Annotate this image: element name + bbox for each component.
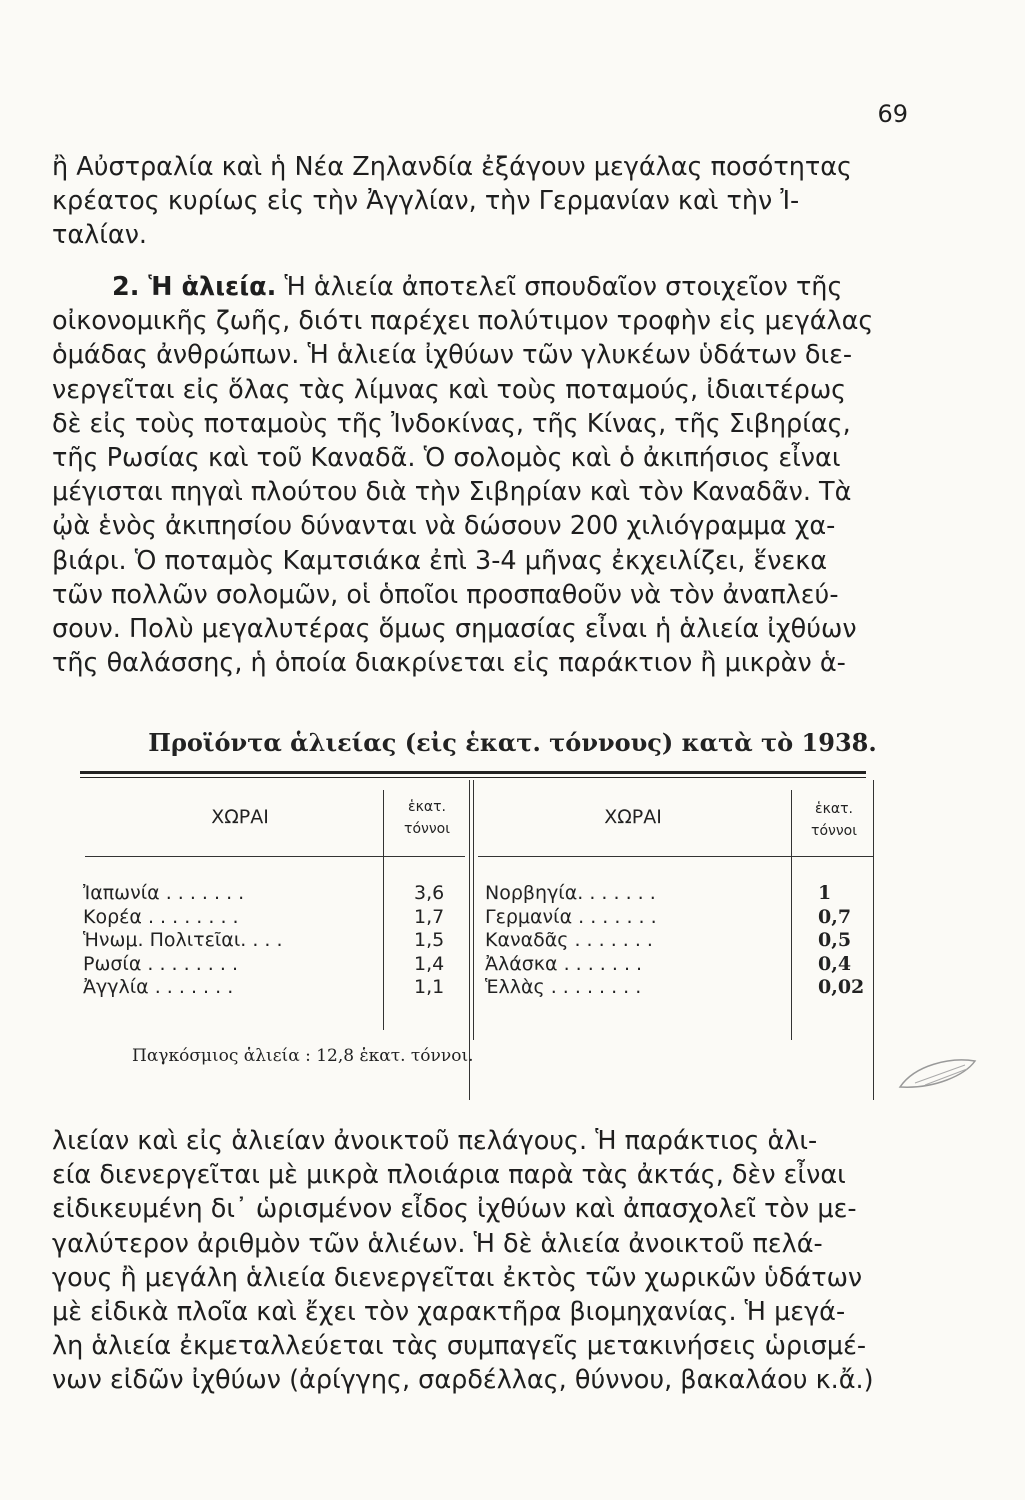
table-cell-country: Ἑλλὰς . . . . . . . . (485, 976, 642, 999)
header-unit-right (796, 798, 872, 842)
text-line: τῆς Ρωσίας καὶ τοῦ Καναδᾶ. Ὁ σολομὸς καὶ ὁ ἀκιπήσιος εἶναι (52, 443, 841, 474)
table-footnote: Παγκόσμιος ἁλιεία : 12,8 ἑκατ. τόννοι. (132, 1046, 474, 1066)
header-underline (85, 856, 465, 857)
text-line: ὁμάδας ἀνθρώπων. Ἡ ἁλιεία ἰχθύων τῶν γλυκέων ὑδάτων διε- (52, 340, 853, 371)
text-fragment: Ἡ ἁλιεία ἀποτελεῖ σπουδαῖον στοιχεῖον τῆς (276, 272, 843, 302)
header-unit-line: ἑκατ. (815, 801, 853, 817)
column-divider (383, 790, 384, 1030)
text-line: σουν. Πολὺ μεγαλυτέρας ὅμως σημασίας εἶναι ἡ ἁλιεία ἰχθύων (52, 614, 857, 645)
text-line (52, 270, 902, 304)
text-line: γους ἢ μεγάλη ἁλιεία διενεργεῖται ἐκτὸς τῶν χωρικῶν ὑδάτων (52, 1262, 863, 1293)
table-cell-value: 0,4 (818, 952, 852, 975)
text-line: κρέατος κυρίως εἰς τὴν Ἀγγλίαν, τὴν Γερμανίαν καὶ τὴν Ἰ- (52, 186, 800, 217)
table-title: Προϊόντα ἁλιείας (εἰς ἑκατ. τόννους) κατὰ τὸ 1938. (148, 728, 877, 757)
table-top-rule (80, 771, 866, 774)
section-heading: 2. Ἡ ἁλιεία. (112, 272, 277, 302)
table-cell-country: Καναδᾶς . . . . . . . (485, 929, 653, 952)
text-line: οἰκονομικῆς ζωῆς, διότι παρέχει πολύτιμον τροφὴν εἰς μεγάλας (52, 306, 874, 337)
text-line: τῆς θαλάσσης, ἡ ὁποία διακρίνεται εἰς παράκτιον ἢ μικρὰν ἁ- (52, 648, 846, 679)
text-line: εία διενεργεῖται μὲ μικρὰ πλοιάρια παρὰ τὰς ἀκτάς, δὲν εἶναι (52, 1160, 846, 1191)
table-cell-value: 1,5 (414, 929, 445, 952)
table-cell-country: Ρωσία . . . . . . . . (83, 952, 238, 975)
column-divider (791, 790, 792, 1040)
text-line: δὲ εἰς τοὺς ποταμοὺς τῆς Ἰνδοκίνας, τῆς Κίνας, τῆς Σιβηρίας, (52, 408, 851, 439)
paragraph-2 (52, 270, 902, 680)
text-line: μὲ εἰδικὰ πλοῖα καὶ ἔχει τὸν χαρακτῆρα βιομηχανίας. Ἡ μεγά- (52, 1297, 846, 1328)
header-unit-line: ἑκατ. (408, 799, 446, 815)
table-right-edge (873, 780, 874, 1100)
text-line: τῶν πολλῶν σολομῶν, οἱ ὁποῖοι προσπαθοῦν νὰ τὸν ἀναπλεύ- (52, 579, 839, 610)
text-line: γαλύτερον ἀριθμὸν τῶν ἁλιέων. Ἡ δὲ ἁλιεία ἀνοικτοῦ πελά- (52, 1228, 823, 1259)
table-top-rule-thin (80, 777, 866, 778)
table-cell-value: 0,5 (818, 929, 852, 952)
table-cell-country: Κορέα . . . . . . . . (83, 905, 239, 928)
table-cell-country: Ἀλάσκα . . . . . . . (485, 952, 643, 975)
text-line: ταλίαν. (52, 220, 148, 251)
left-country-column (83, 882, 283, 1000)
text-line: ἢ Αὐστραλία καὶ ἡ Νέα Ζηλανδία ἐξάγουν μεγάλας ποσότητας (52, 152, 852, 182)
header-unit-line: τόννοι (404, 821, 450, 837)
header-underline (478, 856, 873, 857)
left-value-column (414, 882, 444, 1000)
table-cell-value: 0,02 (818, 976, 865, 999)
column-divider (473, 780, 474, 1040)
right-value-column (818, 882, 864, 1000)
table-cell-country: Γερμανία . . . . . . . (485, 905, 657, 928)
table-cell-value: 1,4 (414, 952, 445, 975)
text-line: εἰδικευμένη δι᾽ ὡρισμένον εἶδος ἰχθύων καὶ ἀπασχολεῖ τὸν με- (52, 1194, 857, 1225)
text-line: νων εἰδῶν ἰχθύων (ἀρίγγης, σαρδέλλας, θύννου, βακαλάου κ.ἄ.) (52, 1365, 874, 1396)
pencil-scribble-mark (895, 1055, 980, 1095)
header-countries-left: ΧΩΡΑΙ (211, 806, 269, 828)
table-cell-value: 1,7 (414, 905, 445, 928)
table-cell-value: 3,6 (414, 882, 445, 904)
table-cell-value: 0,7 (818, 905, 852, 928)
page-number: 69 (877, 100, 908, 128)
text-line: μέγισται πηγαὶ πλούτου διὰ τὴν Σιβηρίαν καὶ τὸν Καναδᾶν. Τὰ (52, 477, 852, 508)
header-unit-line: τόννοι (811, 823, 857, 839)
table-cell-country: Νορβηγία. . . . . . . (485, 882, 656, 904)
paragraph-3 (52, 1124, 902, 1398)
table-cell-value: 1,1 (414, 976, 445, 999)
header-unit-left (388, 796, 466, 840)
table-cell-country: Ἀγγλία . . . . . . . (83, 976, 234, 999)
text-line: βιάρι. Ὁ ποταμὸς Καμτσιάκα ἐπὶ 3-4 μῆνας ἐκχειλίζει, ἕνεκα (52, 545, 828, 576)
text-line: νεργεῖται εἰς ὅλας τὰς λίμνας καὶ τοὺς ποταμούς, ἰδιαιτέρως (52, 374, 847, 405)
table-cell-country: Ἰαπωνία . . . . . . . (83, 882, 245, 904)
text-line: ᾠὰ ἑνὸς ἀκιπησίου δύνανται νὰ δώσουν 200 χιλιόγραμμα χα- (52, 511, 836, 542)
text-line: λη ἁλιεία ἐκμεταλλεύεται τὰς συμπαγεῖς μετακινήσεις ὡρισμέ- (52, 1331, 867, 1362)
text-line: λιείαν καὶ εἰς ἁλιείαν ἀνοικτοῦ πελάγους. Ἡ παράκτιος ἁλι- (52, 1126, 818, 1156)
paragraph-1 (52, 150, 902, 253)
table-cell-country: Ἡνωμ. Πολιτεῖαι. . . . (83, 929, 283, 952)
table-cell-value: 1 (818, 882, 832, 904)
header-countries-right: ΧΩΡΑΙ (604, 806, 662, 828)
right-country-column (485, 882, 657, 1000)
